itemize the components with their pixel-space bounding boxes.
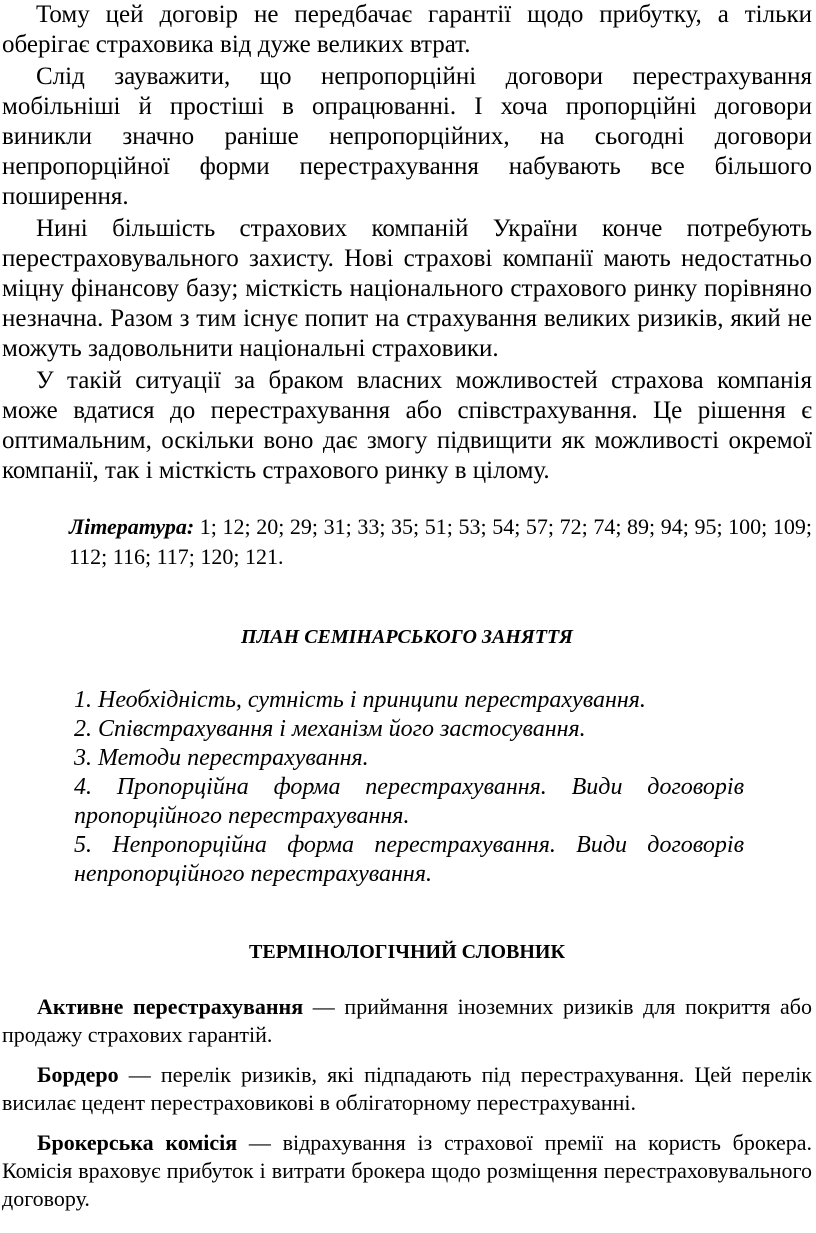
seminar-plan-item: 4. Пропорційна форма перестрахування. Види договорів пропорційного перестрахування.	[74, 774, 744, 829]
glossary-term: Активне перестрахування	[37, 994, 304, 1019]
seminar-plan-item: 2. Співстрахування і механізм його застосування.	[74, 716, 586, 742]
glossary-term: Бордеро	[37, 1062, 119, 1087]
body-paragraph: У такій ситуації за браком власних можливостей страхова компанія може вдатися до перестрахування або співстрахування. Це рішення є оптимальним, оскільки воно дає змогу підвищити як можливості окремої компанії, так і місткість страхового ринку в цілому.	[2, 367, 812, 484]
literature-label: Література:	[69, 514, 195, 539]
seminar-plan-item: 5. Непропорційна форма перестрахування. Види договорів непропорційного перестрахування.	[74, 832, 744, 887]
glossary-definition: — перелік ризиків, які підпадають під перестрахування. Цей перелік висилає цедент перестраховикові в облігаторному перестрахуванні.	[2, 1062, 812, 1115]
seminar-plan-list	[2, 686, 812, 889]
glossary-definition: — приймання іноземних ризиків для покриття або продажу страхових гарантій.	[2, 994, 812, 1047]
glossary-entry	[2, 1061, 812, 1117]
seminar-plan-item: 1. Необхідність, сутність і принципи перестрахування.	[74, 687, 646, 713]
glossary-entry	[2, 1129, 812, 1213]
glossary-title: ТЕРМІНОЛОГІЧНИЙ СЛОВНИК	[249, 941, 565, 963]
body-paragraph: Слід зауважити, що непропорційні договори перестрахування мобільніші й простіші в опрацюванні. І хоча пропорційні договори виникли значно раніше непропорційних, на сьогодні договори непропорційної форми перестрахування набувають все більшого поширення.	[2, 63, 812, 210]
glossary-definition: — відрахування із страхової премії на користь брокера. Комісія враховує прибуток і витрати брокера щодо розміщення перестраховувального договору.	[2, 1130, 813, 1211]
seminar-plan-item: 3. Методи перестрахування.	[74, 745, 369, 771]
body-paragraph: Нині більшість страхових компаній України конче потребують перестраховувального захисту. Нові страхові компанії мають недостатньо міцну фінансову базу; місткість національного страхового ринку порівняно незначна. Разом з тим існує попит на страхування великих ризиків, який не можуть задовольнити національні страховики.	[2, 215, 812, 362]
seminar-plan-title: ПЛАН СЕМІНАРСЬКОГО ЗАНЯТТЯ	[241, 626, 573, 648]
literature-refs: 1; 12; 20; 29; 31; 33; 35; 51; 53; 54; 57; 72; 74; 89; 94; 95; 100; 109; 112; 116; 117; 120; 121.	[69, 514, 812, 569]
literature-references	[2, 512, 812, 572]
body-paragraph: Тому цей договір не передбачає гарантії щодо прибутку, а тільки оберігає страховика від дуже великих втрат.	[2, 1, 812, 58]
glossary-entry	[2, 993, 812, 1049]
glossary-term: Брокерська комісія	[37, 1130, 238, 1155]
